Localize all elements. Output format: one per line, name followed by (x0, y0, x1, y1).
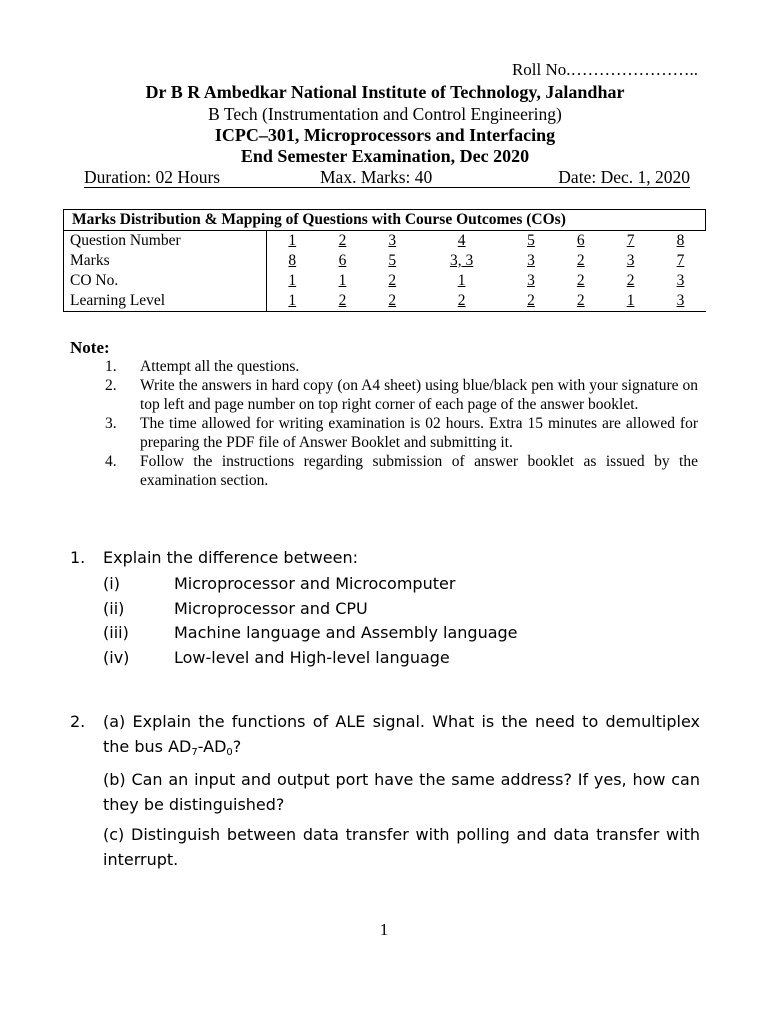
row-label: Marks (64, 251, 267, 271)
question-part-c: (c) Distinguish between data transfer with polling and data transfer with interrupt. (103, 825, 700, 869)
table-cell: 5 (527, 232, 535, 249)
note-number: 4. (105, 453, 117, 470)
table-cell: 8 (288, 252, 297, 269)
subscript: 7 (191, 747, 198, 758)
duration: Duration: 02 Hours (84, 167, 221, 187)
table-row (64, 251, 706, 271)
table-row (64, 231, 706, 252)
question-text: Explain the difference between: (103, 548, 358, 567)
table-cell: 2 (338, 232, 347, 249)
note-number: 2. (105, 377, 117, 394)
note-number: 1. (105, 358, 117, 375)
max-marks: Max. Marks: 40 (320, 167, 433, 187)
question-number: 1. (70, 548, 86, 567)
table-cell: 1 (288, 232, 297, 249)
sub-text: Microprocessor and Microcomputer (174, 574, 456, 593)
table-cell: 3 (527, 252, 535, 269)
sub-text: Machine language and Assembly language (174, 623, 518, 642)
sub-label: (iii) (103, 623, 129, 642)
part-a-text: (a) Explain the functions of ALE signal. What is the need to demultiplex the bus AD (103, 712, 700, 756)
table-cell: 2 (576, 272, 585, 289)
question-2 (70, 709, 700, 872)
list-item (105, 452, 698, 490)
list-item (105, 414, 698, 452)
table-cell: 4 (457, 232, 466, 249)
note-text: Attempt all the questions. (140, 358, 300, 375)
question-part-a (103, 709, 700, 762)
exam-title: End Semester Examination, Dec 2020 (240, 146, 530, 166)
part-a-text: ? (232, 737, 242, 756)
row-label: Question Number (64, 231, 267, 252)
table-cell: 6 (576, 232, 585, 249)
course-title: ICPC–301, Microprocessors and Interfacing (214, 125, 556, 145)
question-number: 2. (70, 712, 86, 731)
note-text: Write the answers in hard copy (on A4 sheet) using blue/black pen with your signature on top left and page number on top right corner of each page of the answer booklet. (140, 377, 698, 413)
subscript: 0 (226, 747, 233, 758)
table-cell: 8 (676, 232, 685, 249)
note-text: Follow the instructions regarding submission of answer booklet as issued by the examination section. (140, 453, 698, 489)
program-name: B Tech (Instrumentation and Control Engineering) (208, 104, 562, 124)
table-cell: 1 (338, 272, 347, 289)
note-text: The time allowed for writing examination is 02 hours. Extra 15 minutes are allowed for preparing the PDF file of Answer Booklet and submitting it. (140, 415, 698, 451)
list-item (70, 648, 700, 673)
table-cell: 1 (288, 272, 297, 289)
list-item (70, 623, 700, 648)
table-cell: 2 (367, 291, 417, 312)
row-label: CO No. (64, 271, 267, 291)
sub-text: Low-level and High-level language (174, 647, 450, 667)
list-item (70, 599, 700, 624)
table-cell: 1 (606, 291, 656, 312)
table-row (64, 291, 706, 312)
marks-distribution-table (63, 209, 706, 312)
page-number: 1 (379, 920, 389, 939)
notes-title: Note: (70, 338, 110, 357)
table-cell: 2 (388, 272, 397, 289)
table-cell: 2 (417, 291, 506, 312)
table-cell: 2 (506, 291, 556, 312)
sub-label: (ii) (103, 598, 125, 618)
table-cell: 2 (318, 291, 368, 312)
table-cell: 3 (527, 272, 535, 289)
list-item (105, 376, 698, 414)
table-row (64, 271, 706, 291)
part-a-text: -AD (197, 737, 227, 756)
table-cell: 2 (576, 252, 585, 269)
table-cell: 2 (626, 272, 635, 289)
table-cell: 2 (556, 291, 606, 312)
row-label: Learning Level (64, 291, 267, 312)
note-number: 3. (105, 415, 117, 432)
sub-label: (i) (103, 574, 120, 593)
table-cell: 3 (388, 232, 397, 249)
list-item (105, 357, 698, 376)
table-cell: 6 (338, 252, 347, 269)
table-cell: 7 (676, 252, 685, 269)
table-cell: 3, 3 (450, 252, 474, 269)
table-cell: 3 (626, 252, 635, 269)
question-part-b: (b) Can an input and output port have the same address? If yes, how can they be distinguished? (103, 770, 700, 814)
table-cell: 1 (457, 272, 466, 289)
divider (84, 187, 690, 188)
roll-number-field: Roll No.………………….. (511, 60, 698, 79)
table-cell: 7 (626, 232, 635, 249)
sub-label: (iv) (103, 647, 130, 667)
table-cell: 5 (388, 252, 397, 269)
list-item (70, 574, 700, 599)
table-cell: 1 (267, 291, 318, 312)
sub-text: Microprocessor and CPU (174, 598, 368, 618)
question-1 (70, 548, 700, 672)
table-cell: 3 (655, 291, 705, 312)
exam-date: Date: Dec. 1, 2020 (558, 167, 690, 187)
notes-list (105, 357, 698, 490)
table-cell: 3 (676, 272, 685, 289)
table-caption: Marks Distribution & Mapping of Questions with Course Outcomes (COs) (64, 210, 706, 231)
institute-name: Dr B R Ambedkar National Institute of Technology, Jalandhar (145, 82, 625, 102)
